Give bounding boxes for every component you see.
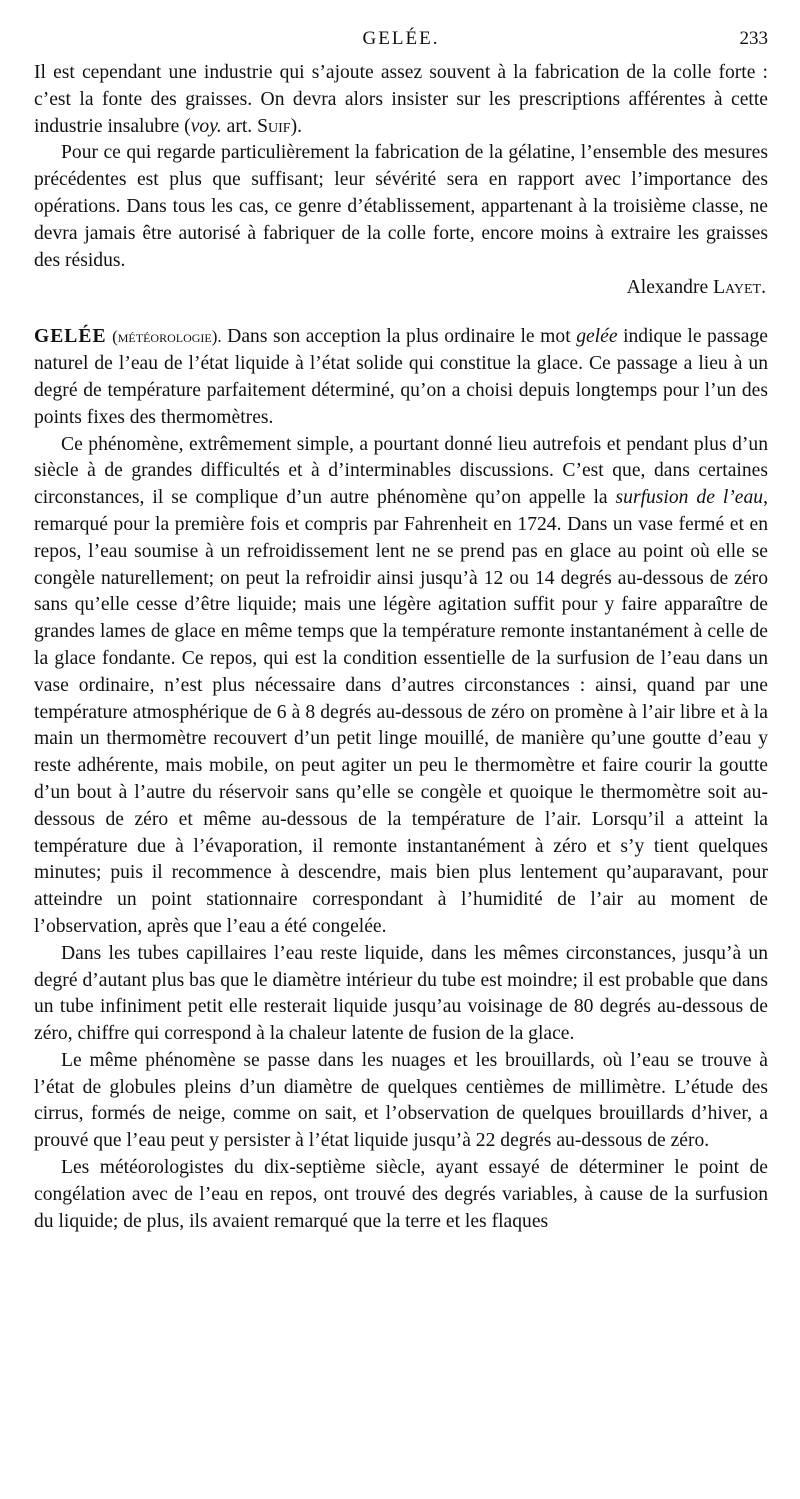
author-first-name: Alexandre bbox=[626, 277, 714, 299]
reference-close: ). bbox=[290, 115, 303, 137]
paragraph-text: Il est cependant une industrie qui s’ajoute assez souvent à la fabrication de la colle forte : c’est la fonte des graisses. On devra alors insister sur les prescriptions afférentes à cette industrie insalubre ( bbox=[34, 62, 768, 137]
author-signature bbox=[34, 274, 768, 302]
author-last-name: Layet. bbox=[713, 277, 766, 299]
page bbox=[34, 28, 768, 1235]
running-head bbox=[34, 28, 768, 60]
reference-text: art. bbox=[221, 115, 258, 137]
running-title: GELÉE. bbox=[362, 28, 440, 49]
paragraph-text: , remarqué pour la première fois et compris par Fahrenheit en 1724. Dans un vase fermé et en repos, l’eau soumise à un refroidissement lent ne se prend pas en glace au point où elle se congèle naturellement; on peut la refroidir ainsi jusqu’à 12 ou 14 degrés au-dessous de zéro sans qu’elle cesse d’être liquide; mais une légère agitation suffit pour y faire apparaître de grandes lames de glace en même temps que la température remonte instantanément à celle de la glace fondante. Ce repos, qui est la condition essentielle de la surfusion de l’eau dans un vase ordinaire, n’est plus nécessaire dans d’autres circonstances : ainsi, quand par une température atmosphérique de 6 à 8 degrés au-dessous de zéro on promène à l’air libre et à la main un thermomètre recouvert d’un petit linge mouillé, de manière qu’une goutte d’eau y reste adhérente, mais mobile, on peut agiter un peu le thermomètre et faire courir la goutte d’un bout à l’autre du réservoir sans qu’elle se congèle et quoique le thermomètre soit au-dessous de zéro et même au-dessous de la température de l’air. Lorsqu’il a atteint la température due à l’évaporation, il remonte instantanément à zéro et s’y tient quelques minutes; puis il recommence à descendre, mais bien plus lentement qu’auparavant, pour atteindre un point stationnaire correspondant à l’humidité de l’air au moment de l’observation, après que l’eau a été congelée. bbox=[34, 487, 768, 937]
article-subject: (météorologie). bbox=[112, 327, 222, 347]
article-headword: GELÉE bbox=[34, 326, 107, 348]
page-number: 233 bbox=[739, 28, 768, 49]
paragraph: Pour ce qui regarde particulièrement la fabrication de la gélatine, l’ensemble des mesures précédentes est plus que suffisant; leur sévérité sera en rapport avec l’importance des opérations. Dans tous les cas, ce genre d’établissement, appartenant à la troisième classe, ne devra jamais être autorisé à fabriquer de la colle forte, encore moins à extraire les graisses des résidus. bbox=[34, 142, 768, 271]
previous-article-ending bbox=[34, 60, 768, 302]
paragraph-text: Dans son acception la plus ordinaire le mot bbox=[221, 326, 577, 348]
article-intro bbox=[34, 324, 768, 431]
emphasis: surfusion de l’eau bbox=[615, 487, 764, 509]
reference-abbrev: voy. bbox=[190, 115, 222, 137]
paragraph: Les météorologistes du dix-septième siècle, ayant essayé de déterminer le point de congélation avec de l’eau en repos, ont trouvé des degrés variables, à cause de la surfusion du liquide; de plus, ils avaient remarqué que la terre et les flaques bbox=[34, 1157, 768, 1232]
paragraph-text: Ce phénomène, extrêmement simple, a pourtant donné lieu autrefois et pendant plus d’un siècle à de grandes difficultés et à d’interminables discussions. C’est que, dans certaines circonstances, il se complique d’un autre phénomène qu’on appelle la bbox=[34, 433, 768, 509]
article-gelee bbox=[34, 324, 768, 1235]
paragraph-text: indique le passage naturel de l’eau de l’état liquide à l’état solide qui constitue la glace. Ce passage a lieu à un degré de température parfaitement déterminé, qu’on a choisi depuis longtemps pour l’un des points fixes des thermomètres. bbox=[34, 326, 768, 428]
emphasis: gelée bbox=[576, 326, 618, 348]
paragraph bbox=[34, 60, 768, 140]
paragraph: Dans les tubes capillaires l’eau reste liquide, dans les mêmes circonstances, jusqu’à un degré d’autant plus bas que le diamètre intérieur du tube est moindre; il est probable que dans un tube infiniment petit elle resterait liquide jusqu’au voisinage de 80 degrés au-dessous de zéro, chiffre qui correspond à la chaleur latente de fusion de la glace. bbox=[34, 942, 768, 1045]
cross-reference: Suif bbox=[257, 115, 291, 137]
paragraph bbox=[34, 432, 768, 941]
paragraph: Le même phénomène se passe dans les nuages et les brouillards, où l’eau se trouve à l’état de globules pleins d’un diamètre de quelques centièmes de millimètre. L’étude des cirrus, formés de neige, comme on sait, et l’observation de quelques brouillards d’hiver, a prouvé que l’eau peut y persister à l’état liquide jusqu’à 22 degrés au-dessous de zéro. bbox=[34, 1049, 768, 1152]
